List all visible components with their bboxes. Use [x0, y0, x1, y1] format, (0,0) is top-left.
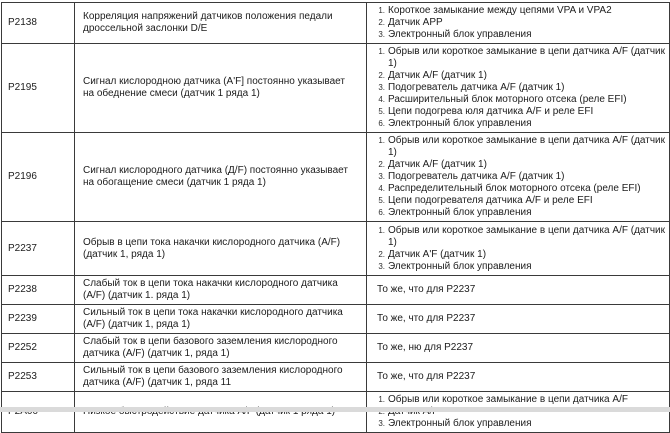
- dtc-causes-cell: [367, 276, 670, 305]
- cause-number: 1.: [378, 6, 385, 15]
- dtc-description: Сильный ток в цепи тока накачки кислородного датчика (A/F) (датчик 1, ряда 1): [83, 307, 343, 330]
- dtc-code: P2138: [8, 17, 37, 28]
- cause-number: 6.: [378, 208, 385, 217]
- dtc-description: Сигнал кислородного датчика (Д/F) постоянно указывает на обогащение смеси (датчик 1 ряда 1): [83, 165, 348, 188]
- dtc-description-cell: [75, 305, 367, 334]
- cause-number: 2.: [378, 71, 385, 80]
- dtc-description-cell: [75, 133, 367, 222]
- cause-item: [374, 46, 665, 70]
- cause-item: [374, 418, 665, 430]
- dtc-code: P2196: [8, 171, 37, 182]
- cause-text: Электронный блок управления: [388, 29, 532, 40]
- cause-number: 3.: [378, 261, 385, 271]
- dtc-code-cell: [2, 222, 75, 276]
- cause-item: [374, 82, 665, 94]
- cause-number: 5.: [378, 196, 385, 205]
- table-row: [2, 133, 670, 222]
- dtc-code-cell: [2, 334, 75, 363]
- cause-number: 1.: [378, 225, 385, 235]
- table-row: [2, 222, 670, 276]
- cause-text: Датчик A/F (датчик 1): [388, 70, 487, 81]
- cause-text: Датчик A/F (датчик 1): [388, 159, 487, 170]
- cause-text: Цепи подогрева юля датчика A/F и реле EFI: [388, 106, 594, 117]
- table-row: [2, 363, 670, 392]
- table-row: [2, 276, 670, 305]
- dtc-code: P2253: [8, 371, 37, 382]
- cause-number: 2.: [378, 160, 385, 169]
- dtc-description-cell: [75, 44, 367, 133]
- dtc-code-cell: [2, 133, 75, 222]
- cause-number: 1.: [378, 47, 385, 56]
- dtc-code: P2238: [8, 284, 37, 295]
- cause-item: [374, 183, 665, 195]
- cause-item: [374, 17, 665, 29]
- cause-item: [374, 261, 665, 273]
- table-row: [2, 305, 670, 334]
- cause-item: [374, 135, 665, 159]
- cause-text: Короткое замыкание между цепями VPA и VPA2: [388, 5, 612, 16]
- cause-text: Датчик А'F (датчик 1): [388, 248, 487, 260]
- dtc-code-cell: [2, 392, 75, 433]
- dtc-causes-cell: [367, 222, 670, 276]
- cause-item: [374, 118, 665, 130]
- cause-item: [374, 195, 665, 207]
- cause-text: Электронный блок управления: [388, 418, 532, 429]
- cause-text: Обрыв или короткое замыкание в цепи датчика A/F (датчик 1): [388, 135, 665, 158]
- dtc-description-cell: [75, 363, 367, 392]
- dtc-description-cell: [75, 276, 367, 305]
- cause-text: Электронный блок управления: [388, 260, 532, 272]
- dtc-code-cell: [2, 363, 75, 392]
- cause-item: [374, 225, 665, 249]
- page-bottom-strip: [0, 407, 670, 412]
- cause-text: Электронный блок управления: [388, 207, 532, 218]
- cause-text: Расширительный блок моторного отсека (реле EFI): [388, 94, 627, 105]
- dtc-causes-cell: [367, 392, 670, 433]
- cause-item: [374, 171, 665, 183]
- dtc-code-cell: [2, 305, 75, 334]
- cause-text: Подогреватель датчика A/F (датчик 1): [388, 171, 565, 182]
- cause-item: [374, 5, 665, 17]
- cause-number: 3.: [378, 30, 385, 39]
- table-row: [2, 3, 670, 44]
- dtc-description-cell: [75, 3, 367, 44]
- dtc-code: P2237: [8, 242, 37, 254]
- dtc-description-cell: [75, 334, 367, 363]
- cause-text: Подогреватель датчика A/F (датчик 1): [388, 82, 565, 93]
- dtc-code-cell: [2, 276, 75, 305]
- dtc-causes-cell: [367, 3, 670, 44]
- dtc-code: P2239: [8, 313, 37, 324]
- cause-item: [374, 207, 665, 219]
- cause-text: Обрыв или короткое замыкание в цепи датчика A/F: [388, 394, 628, 405]
- dtc-causes-cell: [367, 305, 670, 334]
- dtc-description: Сигнал кислородною датчика (А'F] постоянно указывает на обеднение смеси (датчик 1 ряда 1): [83, 76, 345, 99]
- dtc-causes-cell: [367, 44, 670, 133]
- cause-number: 1.: [378, 395, 385, 404]
- causes-same-as: То же, что для P2237: [377, 284, 476, 295]
- cause-text: Датчик APP: [388, 17, 443, 28]
- cause-text: Обрыв или короткое замыкание в цепи датчика A/F (датчик 1): [388, 46, 665, 69]
- causes-same-as: То же, что для P2237: [377, 313, 476, 324]
- dtc-causes-cell: [367, 363, 670, 392]
- dtc-description: Обрыв в цепи тока накачки кислородного датчика (A/F) (датчик 1, ряда 1): [83, 236, 341, 260]
- cause-number: 4.: [378, 184, 385, 193]
- table-row: [2, 392, 670, 433]
- causes-same-as: То же, ню для P2237: [377, 342, 474, 353]
- dtc-code: P2252: [8, 342, 37, 353]
- cause-item: [374, 394, 665, 406]
- dtc-description: Корреляция напряжений датчиков положения педали дроссельной заслонки D/E: [83, 11, 333, 34]
- cause-text: Цепи подогревателя датчика A/F и реле EFI: [388, 195, 593, 206]
- cause-number: 4.: [378, 95, 385, 104]
- cause-item: [374, 29, 665, 41]
- cause-item: [374, 159, 665, 171]
- cause-number: 1.: [378, 136, 385, 145]
- cause-item: [374, 70, 665, 82]
- table-row: [2, 44, 670, 133]
- causes-same-as: То же, что для P2237: [377, 371, 476, 382]
- dtc-description: Слабый ток в цепи тока накачки кислородного датчика (A/F) (датчик 1. ряда 1): [83, 278, 338, 301]
- dtc-description: Слабый ток в цепи базового заземления кислородного датчика (A/F) (датчик 1, ряда 1): [83, 336, 338, 359]
- dtc-description: Сильный ток в цепи базового заземления кислородного датчика (A/F) (датчик 1, ряда 11: [83, 365, 343, 388]
- dtc-code-cell: [2, 44, 75, 133]
- cause-number: 3.: [378, 172, 385, 181]
- cause-item: [374, 249, 665, 261]
- cause-number: 3.: [378, 419, 385, 428]
- dtc-causes-cell: [367, 133, 670, 222]
- cause-text: Распределительный блок моторного отсека (реле EFI): [388, 183, 641, 194]
- cause-text: Электронный блок управления: [388, 118, 532, 129]
- cause-item: [374, 106, 665, 118]
- cause-number: 3.: [378, 83, 385, 92]
- dtc-causes-cell: [367, 334, 670, 363]
- dtc-code: P2195: [8, 82, 37, 93]
- cause-number: 2.: [378, 249, 385, 259]
- cause-number: 5.: [378, 107, 385, 116]
- cause-text: Обрыв или короткое замыкание в цепи датчика A/F (датчик 1): [388, 224, 665, 248]
- dtc-table-body: [2, 3, 670, 433]
- dtc-table: [1, 2, 670, 433]
- dtc-table-container: [1, 2, 669, 433]
- dtc-description-cell: [75, 392, 367, 433]
- cause-number: 6.: [378, 119, 385, 128]
- dtc-code-cell: [2, 3, 75, 44]
- table-row: [2, 334, 670, 363]
- dtc-description-cell: [75, 222, 367, 276]
- cause-item: [374, 94, 665, 106]
- cause-number: 2.: [378, 18, 385, 27]
